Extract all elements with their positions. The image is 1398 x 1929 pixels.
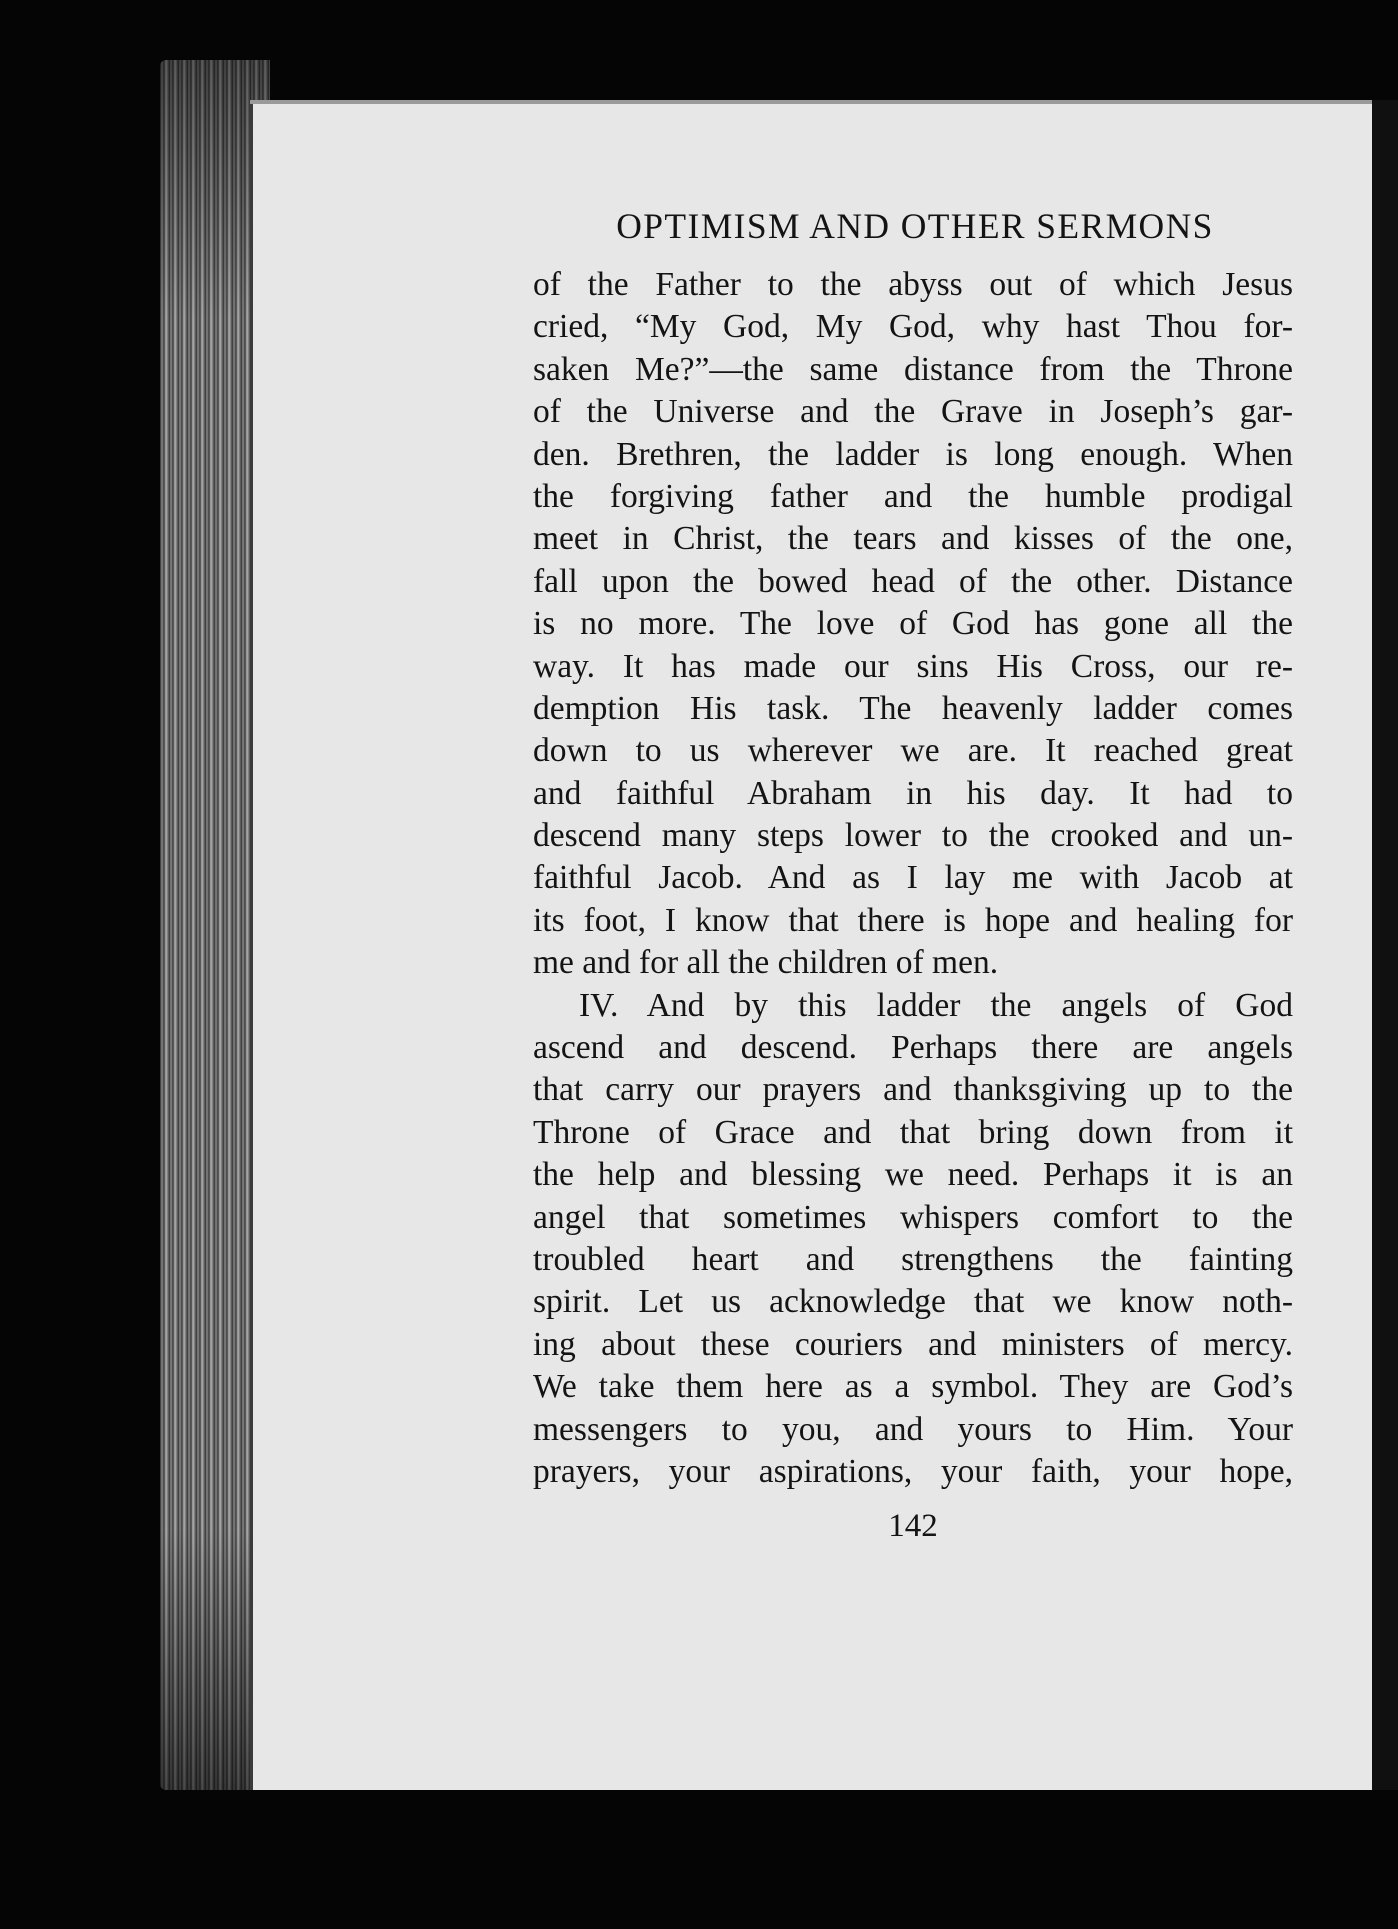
page-top-edge (250, 100, 1380, 104)
text-line: spirit. Let us acknowledge that we know noth- (533, 1283, 1293, 1321)
text-line: Throne of Grace and that bring down from it (533, 1113, 1293, 1151)
text-line: We take them here as a symbol. They are God’s (533, 1368, 1293, 1406)
text-line: descend many steps lower to the crooked and un- (533, 817, 1293, 855)
running-head: OPTIMISM AND OTHER SERMONS (616, 206, 1214, 246)
text-line: cried, “My God, My God, why hast Thou for- (533, 308, 1293, 346)
text-line: down to us wherever we are. It reached great (533, 732, 1293, 770)
text-line: me and for all the children of men. (533, 944, 999, 982)
text-line: den. Brethren, the ladder is long enough. When (533, 435, 1293, 473)
page-number: 142 (888, 1508, 938, 1544)
page-right-gutter (1372, 100, 1398, 1790)
text-line: is no more. The love of God has gone all the (533, 605, 1293, 643)
text-line: of the Father to the abyss out of which Jesus (533, 266, 1293, 303)
text-line-section-start: IV. And by this ladder the angels of God (579, 986, 1293, 1024)
text-line: the help and blessing we need. Perhaps it is an (533, 1156, 1293, 1194)
text-line: way. It has made our sins His Cross, our re- (533, 647, 1293, 685)
text-line: ing about these couriers and ministers of mercy. (533, 1325, 1293, 1363)
text-line: troubled heart and strengthens the fainting (533, 1240, 1293, 1278)
text-line: meet in Christ, the tears and kisses of the one, (533, 520, 1293, 558)
text-line: fall upon the bowed head of the other. Distance (533, 562, 1293, 600)
text-line: of the Universe and the Grave in Joseph’s gar- (533, 393, 1293, 431)
text-line: ascend and descend. Perhaps there are angels (533, 1029, 1293, 1067)
text-line: prayers, your aspirations, your faith, your hope, (533, 1452, 1293, 1490)
text-line: and faithful Abraham in his day. It had to (533, 774, 1293, 812)
text-line: demption His task. The heavenly ladder comes (533, 689, 1293, 727)
text-line: that carry our prayers and thanksgiving up to the (533, 1071, 1293, 1109)
text-line: messengers to you, and yours to Him. Your (533, 1410, 1293, 1448)
text-line: its foot, I know that there is hope and healing for (533, 901, 1293, 939)
text-line: faithful Jacob. And as I lay me with Jacob at (533, 859, 1293, 897)
text-line: saken Me?”—the same distance from the Throne (533, 350, 1293, 388)
text-line: the forgiving father and the humble prodigal (533, 477, 1293, 515)
page-body-text (533, 264, 1293, 1493)
text-line: angel that sometimes whispers comfort to the (533, 1198, 1293, 1236)
